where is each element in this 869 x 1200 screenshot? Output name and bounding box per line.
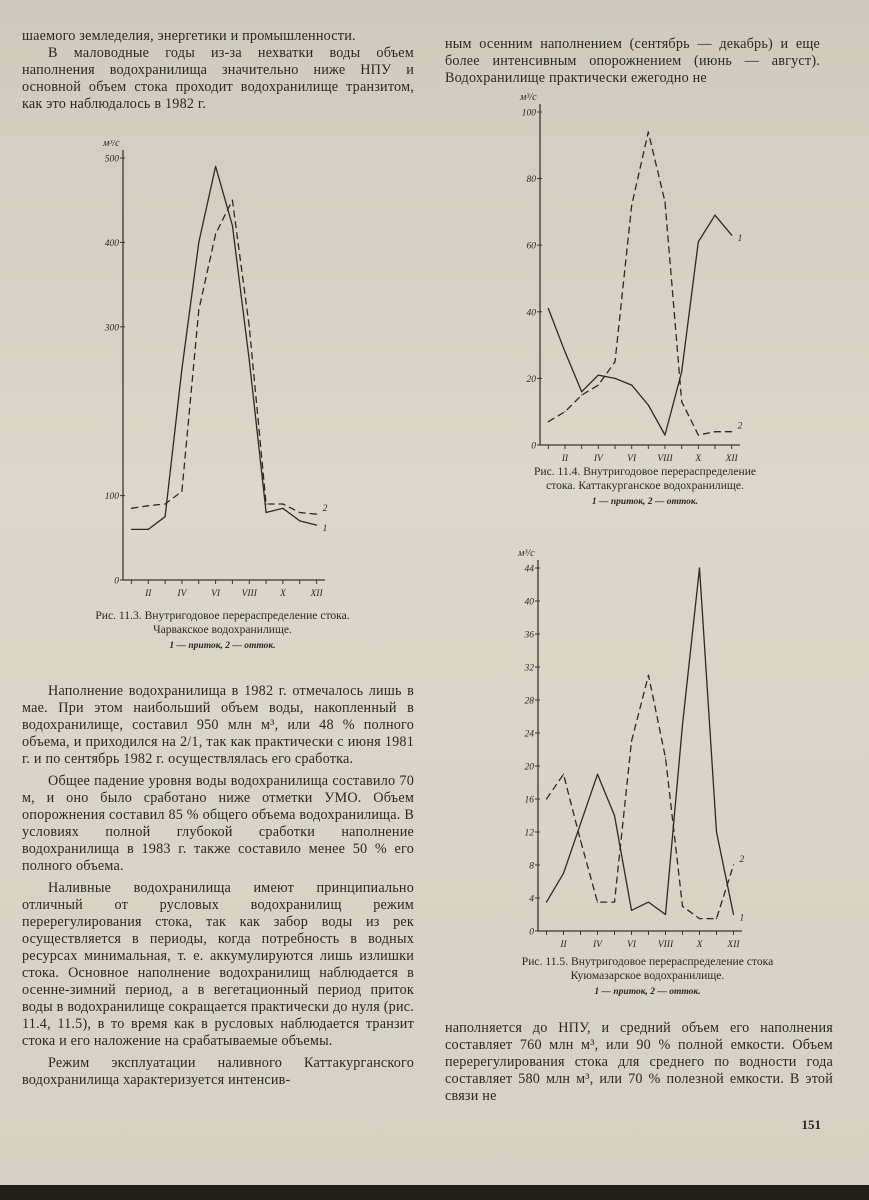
series-line-1 (548, 215, 731, 435)
caption-legend: 1 — приток, 2 — отток. (169, 641, 276, 651)
x-tick-label: XII (310, 589, 323, 599)
x-tick-label: XII (725, 454, 738, 464)
data-point (316, 514, 317, 515)
paragraph: наполняется до НПУ, и средний объем его наполнения составляет 760 млн м³, или 90 % полной емкости. Объем перерегулирования стока для среднего по водности года составляет 580 млн м³, или 70 % полезной емкости. В этой связи не (445, 1020, 833, 1104)
chart-fig-11-5 (510, 530, 780, 955)
data-point (614, 378, 615, 379)
paragraph: шаемого земледелия, энергетики и промышленности. (22, 28, 356, 44)
data-point (282, 508, 283, 509)
data-point (731, 235, 732, 236)
data-point (665, 757, 666, 758)
data-point (548, 308, 549, 309)
left-lower-text (22, 683, 414, 1089)
y-tick-label: 0 (114, 576, 119, 587)
caption-text: Рис. 11.5. Внутригодовое перераспределение стока Куюмазарское водохранилище. (521, 955, 774, 982)
figure-caption (520, 955, 775, 999)
series-label: 2 (322, 504, 328, 515)
data-point (648, 404, 649, 405)
y-unit-label: м³/с (103, 140, 120, 149)
series-line-2 (548, 132, 731, 435)
series-label: 2 (739, 855, 745, 865)
y-tick-label: 44 (524, 564, 534, 575)
series-label: 2 (737, 421, 743, 432)
data-point (580, 840, 581, 841)
x-tick-label: X (695, 454, 702, 464)
y-tick-label: 28 (524, 696, 534, 707)
right-bottom-text (445, 1020, 833, 1105)
x-tick-label: XII (727, 940, 740, 950)
data-point (664, 434, 665, 435)
right-top-text (445, 36, 820, 87)
x-tick-label: VIII (657, 454, 673, 464)
y-tick-label: 100 (521, 108, 536, 119)
data-point (598, 384, 599, 385)
y-tick-label: 0 (529, 927, 534, 938)
data-point (148, 529, 149, 530)
data-point (648, 131, 649, 132)
data-point (598, 374, 599, 375)
x-tick-label: X (280, 589, 286, 599)
y-unit-label: м³/с (518, 548, 535, 559)
data-point (631, 384, 632, 385)
data-point (181, 368, 182, 369)
x-tick-label: VI (627, 940, 636, 950)
data-point (614, 361, 615, 362)
data-point (564, 411, 565, 412)
data-point (580, 823, 581, 824)
x-tick-label: II (145, 589, 152, 599)
figure-caption (90, 609, 355, 653)
data-point (733, 914, 734, 915)
data-point (682, 906, 683, 907)
x-tick-label: X (696, 940, 703, 950)
data-point (699, 918, 700, 919)
data-point (265, 503, 266, 504)
data-point (215, 166, 216, 167)
paragraph: Наливные водохранилища имеют принципиально отличный от русловых водохранилищ режим перерегулирования стока, так как забор воды из рек осуществляется в периоды, когда потребность в водных ресурсах минимальная, т. е. аккумулируются лишь излишки стока. Основное наполнение водохранилищ наблюдается в осенне-зимний период, а в вегетационный период приток воды в водохранилище сокращается практически до нуля (рис. 11.4, 11.5), в то время как в русловых наблюдается транзит стока и его наложение на срабатываемые объемы. (22, 880, 414, 1049)
data-point (215, 233, 216, 234)
data-point (563, 774, 564, 775)
y-tick-label: 36 (524, 630, 534, 641)
data-point (682, 724, 683, 725)
data-point (232, 225, 233, 226)
data-point (698, 241, 699, 242)
data-point (164, 503, 165, 504)
data-point (665, 914, 666, 915)
x-tick-label: VIII (657, 940, 674, 950)
data-point (148, 505, 149, 506)
paragraph: Общее падение уровня воды водохранилища составило 70 м, и оно было сработано ниже отметки УМО. Объем опорожнения составил 85 % общего объема водохранилища. В условиях полной глубокой сработки наполнение водохранилища в 1983 г. также составило менее 50 % его полного объема. (22, 773, 414, 874)
y-unit-label: м³/с (520, 92, 537, 103)
data-point (546, 798, 547, 799)
data-point (548, 421, 549, 422)
data-point (597, 774, 598, 775)
x-tick-label: II (561, 454, 569, 464)
data-point (282, 503, 283, 504)
paragraph: Наполнение водохранилища в 1982 г. отмечалось лишь в мае. При этом наибольший объем воды, накопленный в водохранилище, составил 950 млн м³, или 48 % полного объема, и приходился на 2/1, так как практически с июня 1981 г. и по сентябрь 1982 г. осуществлялась его сработка. (22, 683, 414, 767)
left-top-text (22, 28, 414, 113)
data-point (564, 351, 565, 352)
y-tick-label: 16 (524, 795, 534, 806)
chart-fig-11-4 (515, 90, 785, 465)
caption-text: Рис. 11.3. Внутригодовое перераспределение стока. Чарвакское водохранилище. (95, 609, 350, 636)
y-tick-label: 12 (524, 828, 534, 839)
paragraph: Режим эксплуатации наливного Каттакурганского водохранилища характеризуется интенсив- (22, 1055, 414, 1088)
data-point (198, 309, 199, 310)
data-point (581, 394, 582, 395)
y-tick-label: 400 (104, 238, 119, 249)
data-point (714, 431, 715, 432)
y-tick-label: 60 (526, 241, 536, 252)
data-point (597, 902, 598, 903)
caption-legend: 1 — приток, 2 — отток. (591, 497, 699, 507)
x-tick-label: II (560, 940, 567, 950)
data-point (249, 360, 250, 361)
data-point (546, 902, 547, 903)
data-point (631, 741, 632, 742)
data-point (614, 815, 615, 816)
y-tick-label: 80 (526, 175, 536, 186)
data-point (249, 326, 250, 327)
series-line-2 (547, 675, 734, 918)
series-label: 1 (739, 913, 745, 924)
x-tick-label: VI (627, 454, 637, 464)
series-line-1 (547, 568, 734, 915)
y-tick-label: 24 (524, 729, 534, 740)
data-point (164, 516, 165, 517)
data-point (699, 567, 700, 568)
data-point (681, 371, 682, 372)
x-tick-label: IV (593, 940, 602, 950)
series-line-2 (131, 200, 316, 514)
y-tick-label: 4 (529, 894, 534, 905)
data-point (714, 215, 715, 216)
data-point (614, 902, 615, 903)
paragraph: ным осенним наполнением (сентябрь — декабрь) и еще более интенсивным опорожнением (июнь — август). Водохранилище практически ежегодно не (445, 36, 820, 86)
y-tick-label: 300 (104, 323, 119, 334)
y-tick-label: 40 (524, 597, 534, 608)
chart-fig-11-3 (90, 140, 340, 610)
data-point (731, 431, 732, 432)
data-point (131, 529, 132, 530)
y-tick-label: 100 (104, 492, 119, 503)
series-label: 1 (737, 234, 743, 245)
data-point (716, 831, 717, 832)
y-tick-label: 32 (524, 663, 534, 674)
x-tick-label: IV (177, 589, 187, 599)
caption-text: Рис. 11.4. Внутригодовое перераспределение стока. Каттакурганское водохранилище. (533, 465, 757, 492)
y-tick-label: 0 (531, 441, 536, 452)
y-tick-label: 20 (524, 762, 534, 773)
series-line-1 (131, 166, 316, 529)
data-point (648, 675, 649, 676)
data-point (664, 201, 665, 202)
data-point (681, 401, 682, 402)
x-tick-label: VIII (241, 589, 257, 599)
data-point (716, 918, 717, 919)
data-point (563, 873, 564, 874)
data-point (265, 512, 266, 513)
x-tick-label: VI (211, 589, 221, 599)
data-point (131, 508, 132, 509)
y-tick-label: 8 (529, 861, 534, 872)
page-bottom-edge (0, 1185, 869, 1200)
data-point (198, 242, 199, 243)
series-label: 1 (322, 524, 328, 535)
data-point (648, 902, 649, 903)
data-point (299, 512, 300, 513)
data-point (698, 434, 699, 435)
y-tick-label: 500 (104, 154, 119, 165)
data-point (232, 200, 233, 201)
figure-caption (530, 465, 760, 509)
y-tick-label: 40 (526, 308, 536, 319)
data-point (299, 520, 300, 521)
x-tick-label: IV (593, 454, 603, 464)
data-point (181, 491, 182, 492)
data-point (631, 205, 632, 206)
data-point (316, 525, 317, 526)
paragraph: В маловодные годы из-за нехватки воды объем наполнения водохранилища значительно ниже НПУ и основной объем стока проходит водохранилище транзитом, как это наблюдалось в 1982 г. (22, 45, 414, 112)
page-number: 151 (801, 1117, 821, 1132)
y-tick-label: 20 (526, 374, 536, 385)
data-point (631, 910, 632, 911)
caption-legend: 1 — приток, 2 — отток. (594, 987, 701, 997)
data-point (733, 864, 734, 865)
data-point (581, 391, 582, 392)
